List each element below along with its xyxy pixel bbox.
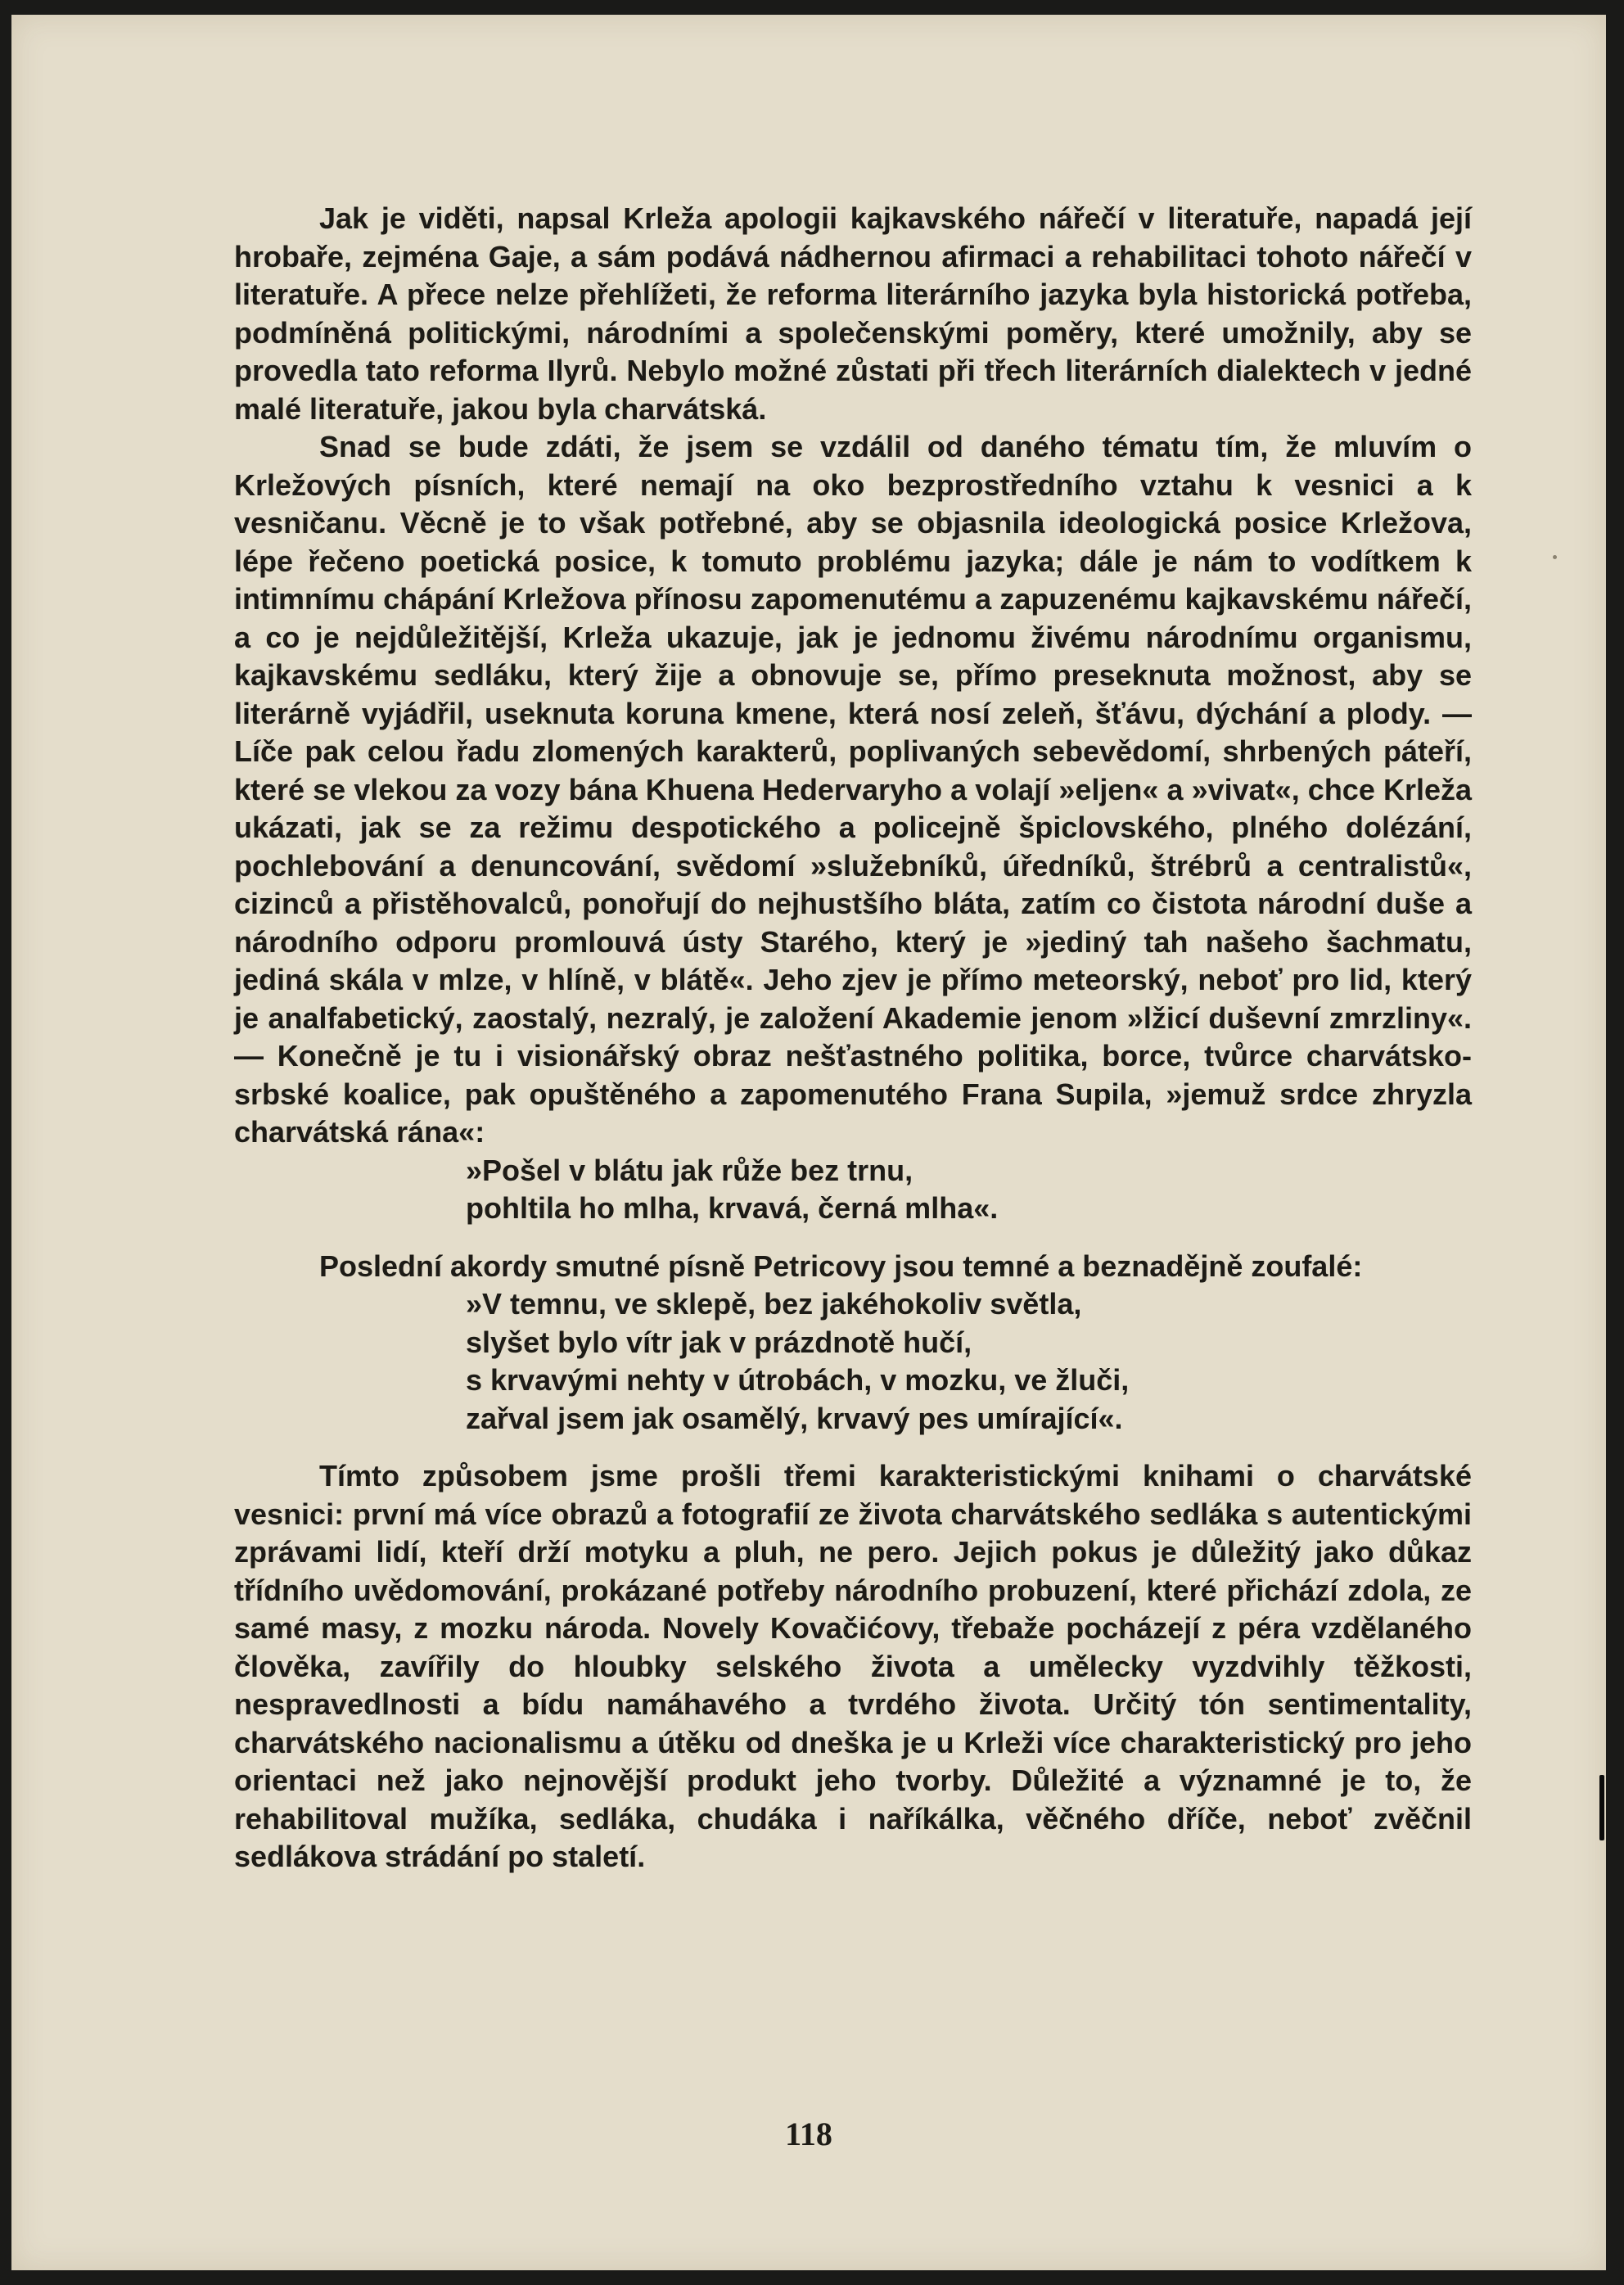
poem-petrica (466, 1285, 1472, 1438)
paragraph-2: Snad se bude zdáti, že jsem se vzdálil od daného tématu tím, že mluvím o Krležových písních, které nemají na oko bezprostředního vztahu k vesnici a k vesničanu. Věcně je to však potřebné, aby se objasnila ideologická posice Krležova, lépe řečeno poetická posice, k tomuto problému jazyka; dále je nám to vodítkem k intimnímu chápání Krležova přínosu zapomenutému a zapuzenému kajkavskému nářečí, a co je nejdůležitější, Krleža ukazuje, jak je jednomu živému národnímu organismu, kajkavskému sedláku, který žije a obnovuje se, přímo preseknuta možnost, aby se literárně vyjádřil, useknuta koruna kmene, která nosí zeleň, šťávu, dýchání a plody. — Líče pak celou řadu zlomených karakterů, poplivaných sebevědomí, shrbených páteří, které se vlekou za vozy bána Khuena Hedervaryho a volají »eljen« a »vivat«, chce Krleža ukázati, jak se za režimu despotického a policejně špiclovského, plného dolézání, pochlebování a denuncování, svědomí »služebníků, úředníků, štrébrů a centralistů«, cizinců a přistěhovalců, ponořují do nejhustšího bláta, zatím co čistota národní duše a národního odporu promlouvá ústy Starého, který je »jediný tah našeho šachmatu, jediná skála v mlze, v hlíně, v blátě«. Jeho zjev je přímo meteorský, neboť pro lid, který je analfabetický, zaostalý, nezralý, je založení Akademie jenom »lžicí duševní zmrzliny«. — Konečně je tu i visionářský obraz nešťastného politika, borce, tvůrce charvátsko-srbské koalice, pak opuštěného a zapomenutého Frana Supila, »jemuž srdce zhryzla charvátská rána«: (234, 430, 1472, 1149)
poem-line: s krvavými nehty v útrobách, v mozku, ve žluči, (466, 1363, 1130, 1397)
page-edge-mark (1599, 1775, 1604, 1840)
poem-supilo (466, 1152, 1472, 1228)
poem-line: slyšet bylo vítr jak v prázdnotě hučí, (466, 1325, 972, 1359)
spacer (234, 1228, 1472, 1248)
poem-line: »Pošel v blátu jak růže bez trnu, (466, 1153, 914, 1187)
paragraph-4: Tímto způsobem jsme prošli třemi karakteristickými knihami o charvátské vesnici: první má více obrazů a fotografií ze života charvátského sedláka s autentickými zprávami lidí, kteří drží motyku a pluh, ne pero. Jejich pokus je důležitý jako důkaz třídního uvědomování, prokázané potřeby národního probuzení, které přichází zdola, ze samé masy, z mozku národa. Novely Kovačićovy, třebaže pocházejí z péra vzdělaného člověka, zavířily do hloubky selského života a umělecky vyzdvihly těžkosti, nespravedlnosti a bídu namáhavého a tvrdého života. Určitý tón sentimentality, charvátského nacionalismu a útěku od dneška je u Krleži více charakteristický pro jeho orientaci než jako nejnovější produkt jeho tvorby. Důležité a významné je to, že rehabilitoval mužíka, sedláka, chudáka i naříkálka, věčného dříče, neboť zvěčnil sedlákova strádání po staletí. (234, 1459, 1472, 1873)
poem-line: zařval jsem jak osamělý, krvavý pes umírající«. (466, 1401, 1123, 1435)
paragraph-3: Poslední akordy smutné písně Petricovy jsou temné a beznadějně zoufalé: (319, 1249, 1363, 1283)
body-text (234, 200, 1472, 1876)
poem-line: »V temnu, ve sklepě, bez jakéhokoliv světla, (466, 1287, 1082, 1321)
book-page (11, 15, 1606, 2270)
spacer (234, 1438, 1472, 1457)
paragraph-1: Jak je viděti, napsal Krleža apologii kajkavského nářečí v literatuře, napadá její hrobaře, zejména Gaje, a sám podává nádhernou afirmaci a rehabilitaci tohoto nářečí v literatuře. A přece nelze přehlížeti, že reforma literárního jazyka byla historická potřeba, podmíněná politickými, národními a společenskými poměry, které umožnily, aby se provedla tato reforma Ilyrů. Nebylo možné zůstati při třech literárních dialektech v jedné malé literatuře, jakou byla charvátská. (234, 201, 1472, 426)
paper-speck (1553, 555, 1557, 559)
poem-line: pohltila ho mlha, krvavá, černá mlha«. (466, 1191, 999, 1225)
page-number: 118 (785, 2116, 832, 2152)
